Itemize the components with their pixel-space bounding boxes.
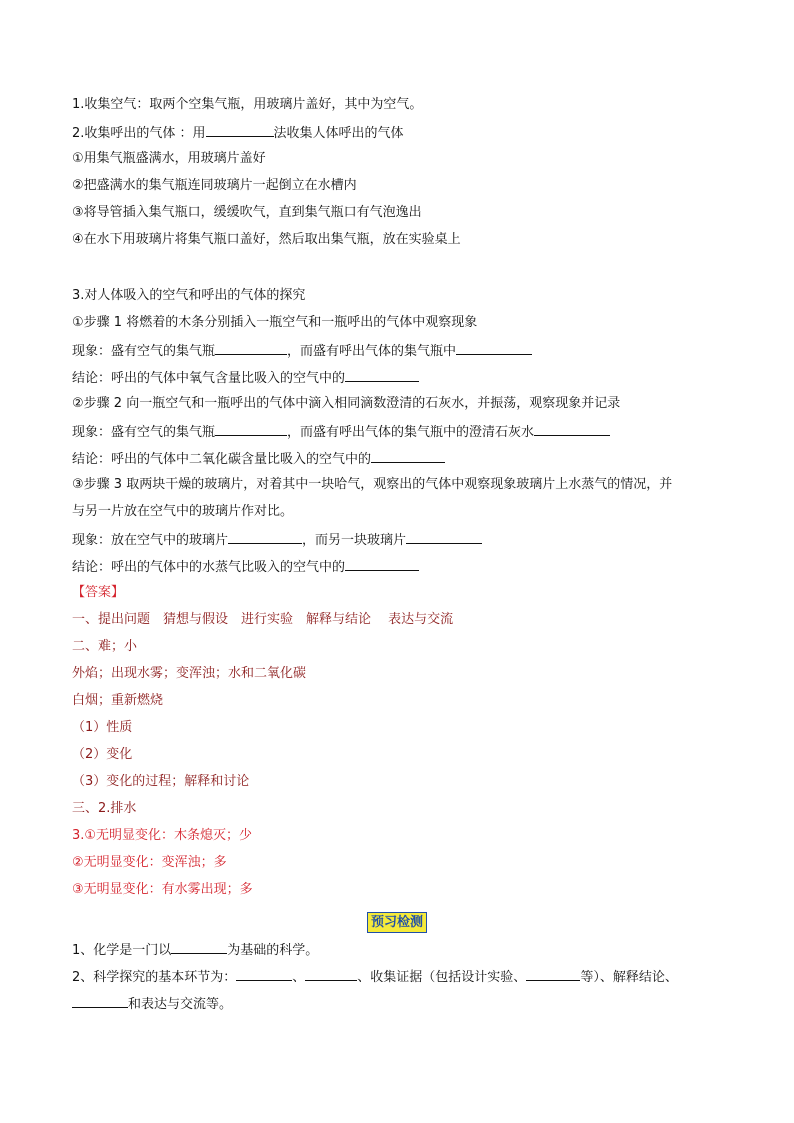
step-item: ②把盛满水的集气瓶连同玻璃片一起倒立在水槽内 (72, 178, 357, 193)
preview-question-1 (72, 940, 318, 960)
collect-breath-line (72, 123, 404, 143)
conclusion-2 (72, 449, 445, 469)
conclusion-1 (72, 368, 419, 388)
preview-question-2 (72, 967, 678, 987)
phenomenon-1-prefix: 现象：盛有空气的集气瓶 (72, 344, 216, 359)
preview-question-2-cont (72, 994, 232, 1014)
answer-line: （1）性质 (72, 720, 133, 735)
step-item: ④在水下用玻璃片将集气瓶口盖好，然后取出集气瓶，放在实验桌上 (72, 232, 461, 247)
answer-blank (228, 530, 302, 544)
question-2-prefix: 2、科学探究的基本环节为： (72, 970, 237, 985)
phenomenon-2-prefix: 现象：盛有空气的集气瓶 (72, 425, 216, 440)
inquiry-heading: 3.对人体吸入的空气和呼出的气体的探究 (72, 288, 306, 303)
answer-line: 二、难；小 (72, 639, 138, 654)
question-2-separator: 、 (292, 970, 306, 985)
conclusion-1-text: 结论：呼出的气体中氧气含量比吸入的空气中的 (72, 371, 346, 386)
answer-line: ②无明显变化：变浑浊；多 (72, 855, 227, 870)
question-2-end: 和表达与交流等。 (128, 997, 233, 1012)
step-item: ③将导管插入集气瓶口，缓缓吹气，直到集气瓶口有气泡逸出 (72, 205, 422, 220)
step3-text-line1: ③步骤 3 取两块干燥的玻璃片，对着其中一块哈气，观察出的气体中观察现象玻璃片上水蒸气的情况，并 (72, 477, 673, 492)
answer-line: ③无明显变化：有水雾出现；多 (72, 882, 253, 897)
phenomenon-3-prefix: 现象：放在空气中的玻璃片 (72, 533, 229, 548)
conclusion-2-text: 结论：呼出的气体中二氧化碳含量比吸入的空气中的 (72, 452, 372, 467)
preview-check-title: 预习检测 (367, 912, 427, 933)
collect-breath-suffix: 法收集人体呼出的气体 (273, 126, 404, 141)
answer-line: 3.①无明显变化：木条熄灭；少 (72, 828, 253, 843)
answer-blank (456, 341, 532, 355)
answer-blank (206, 123, 274, 137)
step-item: ①用集气瓶盛满水，用玻璃片盖好 (72, 151, 266, 166)
answer-blank (215, 341, 287, 355)
answer-blank (345, 557, 419, 571)
collect-breath-prefix: 2.收集呼出的气体 ：用 (72, 126, 206, 141)
answer-blank (305, 967, 357, 981)
answer-line: 外焰；出现水雾；变浑浊；水和二氧化碳 (72, 666, 307, 681)
collect-air-line: 1.收集空气：取两个空集气瓶，用玻璃片盖好，其中为空气。 (72, 97, 423, 112)
answer-line: （3）变化的过程；解释和讨论 (72, 774, 250, 789)
answer-line: 三、2.排水 (72, 801, 137, 816)
conclusion-3 (72, 557, 419, 577)
answer-line: 白烟；重新燃烧 (72, 693, 164, 708)
step3-text-line2: 与另一片放在空气中的玻璃片作对比。 (72, 504, 294, 519)
phenomenon-3-mid: ，而另一块玻璃片 (302, 533, 407, 548)
answer-blank (345, 368, 419, 382)
answer-blank (526, 967, 580, 981)
question-1-suffix: 为基础的科学。 (227, 943, 319, 958)
step2-text: ②步骤 2 向一瓶空气和一瓶呼出的气体中滴入相同滴数澄清的石灰水，并振荡，观察现象并记录 (72, 396, 621, 411)
phenomenon-1 (72, 341, 532, 361)
answer-blank (171, 940, 227, 954)
phenomenon-3 (72, 530, 482, 550)
answer-blank (371, 449, 445, 463)
question-2-mid: 、收集证据（包括设计实验、 (357, 970, 527, 985)
answer-blank (236, 967, 292, 981)
phenomenon-2 (72, 422, 610, 442)
answer-blank (534, 422, 610, 436)
answer-line: 一、提出问题 猜想与假设 进行实验 解释与结论 表达与交流 (72, 612, 454, 627)
answer-blank (72, 994, 128, 1008)
question-1-prefix: 1、化学是一门以 (72, 943, 172, 958)
phenomenon-2-mid: ，而盛有呼出气体的集气瓶中的澄清石灰水 (287, 425, 535, 440)
conclusion-3-text: 结论：呼出的气体中的水蒸气比吸入的空气中的 (72, 560, 346, 575)
question-2-tail: 等）、解释结论、 (580, 970, 678, 985)
answer-line: （2）变化 (72, 747, 133, 762)
answer-blank (215, 422, 287, 436)
phenomenon-1-mid: ，而盛有呼出气体的集气瓶中 (287, 344, 457, 359)
answer-blank (406, 530, 482, 544)
step1-text: ①步骤 1 将燃着的木条分别插入一瓶空气和一瓶呼出的气体中观察现象 (72, 315, 478, 330)
answer-header: 【答案】 (72, 585, 125, 600)
